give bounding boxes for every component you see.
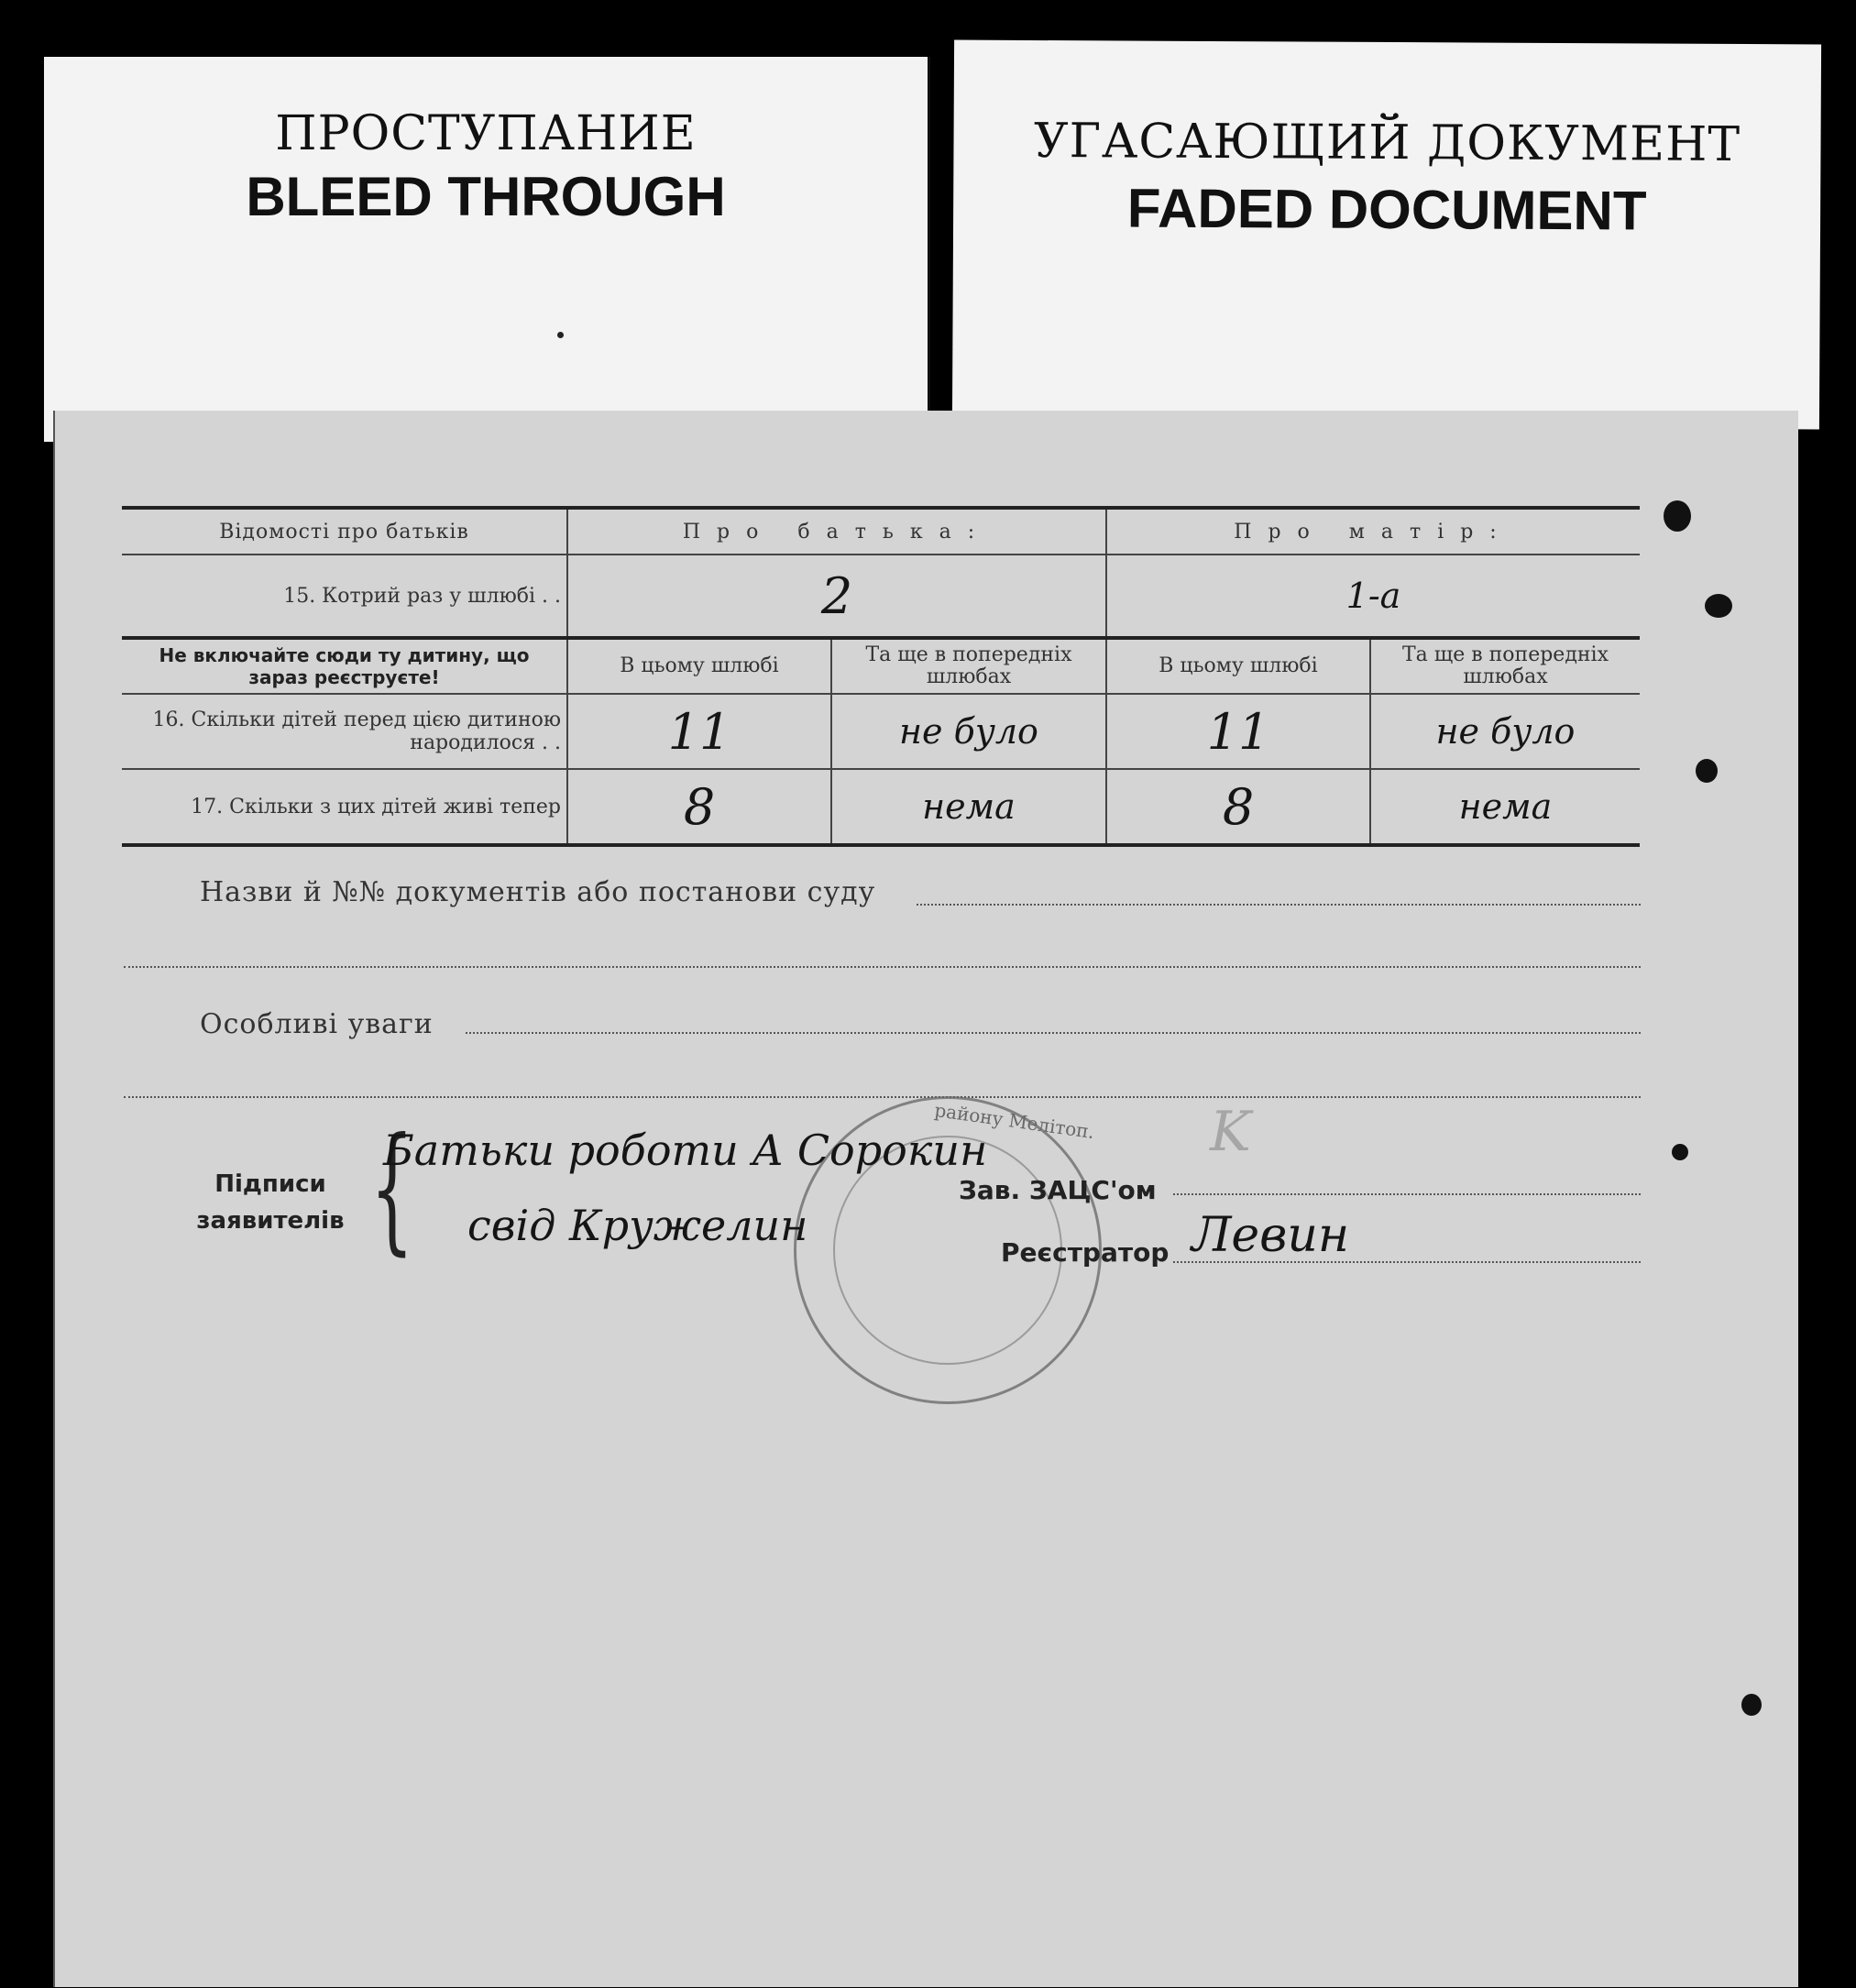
father-marriage-count: 2 <box>567 555 1106 638</box>
faded-signature: K <box>1210 1100 1251 1164</box>
row16-mother-prev: не було <box>1370 694 1640 769</box>
punch-hole <box>1664 500 1691 532</box>
punch-hole <box>1696 759 1718 783</box>
about-father-heading: Про батька: <box>567 508 1106 555</box>
bleed-through-card <box>44 57 930 442</box>
documents-line <box>917 904 1641 906</box>
table-header-row <box>122 508 1640 555</box>
brace: { <box>369 1109 414 1269</box>
parents-info-table <box>122 506 1640 847</box>
row16-mother-this: 11 <box>1106 694 1370 769</box>
table-row <box>122 555 1640 638</box>
bleed-through-ru: ПРОСТУПАНИЕ <box>275 106 697 161</box>
faded-document-en: FADED DOCUMENT <box>1126 177 1647 242</box>
row17-father-prev: нема <box>831 769 1106 845</box>
faded-document-card <box>952 40 1821 430</box>
table-subheader-row <box>122 638 1640 694</box>
row17-father-this: 8 <box>567 769 831 845</box>
head-zags-line <box>1173 1193 1641 1195</box>
table-row <box>122 694 1640 769</box>
father-previous-heading: Та ще в попередніх шлюбах <box>831 638 1106 694</box>
row17-mother-prev: нема <box>1370 769 1640 845</box>
registrar-label: Реєстратор <box>1001 1237 1170 1268</box>
row16-label: 16. Скільки дітей перед цією дитиною народилося . . <box>122 694 567 769</box>
about-mother-heading: Про матір: <box>1106 508 1640 555</box>
row17-mother-this: 8 <box>1106 769 1370 845</box>
documents-line-2 <box>124 966 1641 968</box>
punch-hole <box>1705 594 1732 618</box>
faded-document-ru: УГАСАЮЩИЙ ДОКУМЕНТ <box>1033 113 1741 173</box>
head-zags-label: Зав. ЗАЦС'ом <box>959 1175 1157 1205</box>
documents-label: Назви й №№ документів або постанови суду <box>200 876 876 908</box>
applicants-label: Підписи заявителів <box>196 1170 345 1235</box>
table-row <box>122 769 1640 845</box>
stamp-text: району Мелітоп. <box>933 1098 1096 1144</box>
mother-this-marriage-heading: В цьому шлюбі <box>1106 638 1370 694</box>
speck <box>557 332 564 338</box>
punch-hole <box>1741 1694 1762 1716</box>
exclusion-note: Не включайте сюди ту дитину, що зараз реєструєте! <box>122 638 567 694</box>
mother-marriage-count: 1-а <box>1106 555 1640 638</box>
remarks-label: Особливі уваги <box>200 1008 434 1040</box>
remarks-line-2 <box>124 1096 1641 1098</box>
row17-label: 17. Скільки з цих дітей живі тепер <box>122 769 567 845</box>
bleed-through-en: BLEED THROUGH <box>246 166 726 227</box>
mother-previous-heading: Та ще в попередніх шлюбах <box>1370 638 1640 694</box>
applicant-signature-2: свід Кружелин <box>467 1201 808 1250</box>
applicant-signature-1: Батьки роботи А Сорокин <box>383 1126 988 1175</box>
row16-father-prev: не було <box>831 694 1106 769</box>
registrar-signature: Левин <box>1192 1208 1350 1263</box>
row16-father-this: 11 <box>567 694 831 769</box>
parents-info-heading: Відомості про батьків <box>122 508 567 555</box>
row15-label: 15. Котрий раз у шлюбі . . <box>122 555 567 638</box>
punch-hole <box>1672 1144 1688 1160</box>
father-this-marriage-heading: В цьому шлюбі <box>567 638 831 694</box>
remarks-line <box>466 1032 1641 1034</box>
